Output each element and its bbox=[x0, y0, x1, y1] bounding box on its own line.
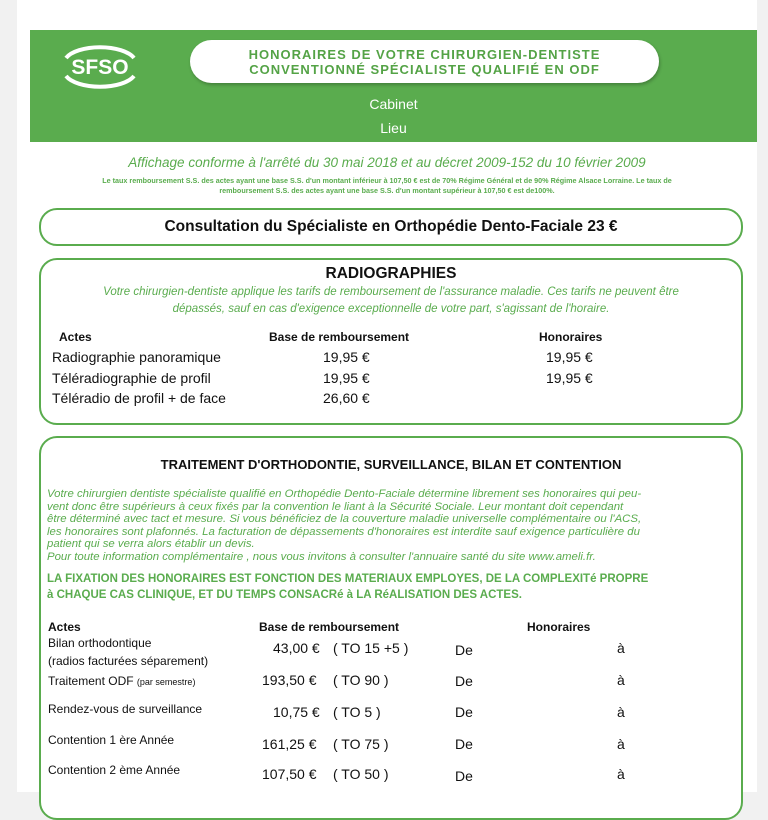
ortho-row-acte: Contention 2 ème Année bbox=[48, 763, 181, 777]
radio-row-honoraires: 19,95 € bbox=[546, 349, 593, 365]
ortho-row-de: De bbox=[455, 736, 473, 752]
col-base: Base de remboursement bbox=[259, 620, 400, 634]
ortho-row-acte: Bilan orthodontique bbox=[48, 636, 152, 650]
ortho-row-code: ( TO 15 +5 ) bbox=[333, 640, 409, 656]
note-line: Votre chirurgien dentiste spécialiste qualifié en Orthopédie Dento-Faciale détermine librement ses honoraires qui peu- bbox=[47, 488, 642, 500]
radio-row-acte: Radiographie panoramique bbox=[52, 349, 221, 365]
note-line: les honoraires sont plafonnés. La facturation de dépassements d'honoraires est interdite sauf exigence particulière du bbox=[47, 525, 640, 538]
radio-row-base: 26,60 € bbox=[323, 390, 370, 406]
lieu-label: Lieu bbox=[380, 120, 407, 136]
note-line: vent donc être supérieurs à ceux fixés par la convention le liant à la Sécurité Sociale. Leur montant doit cependant bbox=[47, 500, 624, 513]
orthodontie-section bbox=[39, 436, 743, 820]
ortho-row-sub: (par semestre) bbox=[136, 677, 196, 687]
caps-line: LA FIXATION DES HONORAIRES EST FONCTION DES MATERIAUX EMPLOYES, DE LA COMPLEXITé PROPRE bbox=[47, 573, 649, 585]
radio-row-base: 19,95 € bbox=[323, 349, 370, 365]
ortho-row-a: à bbox=[617, 766, 625, 782]
orthodontie-note bbox=[47, 488, 733, 563]
consultation-text: Consultation du Spécialiste en Orthopédie Dento-Faciale 23 € bbox=[164, 218, 618, 235]
ortho-row-base: 43,00 € bbox=[273, 640, 320, 656]
fee-schedule-page bbox=[17, 0, 757, 792]
header-banner bbox=[30, 30, 757, 142]
ortho-row-a: à bbox=[617, 640, 625, 656]
ortho-row-de: De bbox=[455, 768, 473, 784]
radio-row-base: 19,95 € bbox=[323, 370, 370, 386]
ortho-row-acte: Rendez-vous de surveillance bbox=[48, 702, 203, 716]
legal-notice: Affichage conforme à l'arrêté du 30 mai 2018 et au décret 2009-152 du 10 février 2009 bbox=[128, 155, 646, 170]
logo-text: SFSO bbox=[71, 56, 129, 79]
cabinet-label: Cabinet bbox=[369, 96, 418, 112]
title-line-2: CONVENTIONNÉ SPÉCIALISTE QUALIFIÉ EN ODF bbox=[249, 61, 600, 77]
ortho-row-code: ( TO 75 ) bbox=[333, 736, 389, 752]
title-line-1: HONORAIRES DE VOTRE CHIRURGIEN-DENTISTE bbox=[248, 46, 601, 62]
ortho-row-de: De bbox=[455, 704, 473, 720]
radiographies-title: RADIOGRAPHIES bbox=[325, 265, 457, 282]
note-line: être déterminé avec tact et mesure. Si vous bénéficiez de la couverture maladie universelle complémentaire ou l'ACS, bbox=[47, 513, 642, 525]
ortho-row-code: ( TO 50 ) bbox=[333, 766, 389, 782]
orthodontie-fee-notice bbox=[47, 572, 733, 603]
ortho-row-sub: (radios facturées séparement) bbox=[48, 654, 209, 668]
ortho-row-acte: Contention 1 ère Année bbox=[48, 733, 175, 747]
ortho-row-a: à bbox=[617, 672, 625, 688]
ortho-row-acte: Traitement ODF (par semestre) bbox=[48, 674, 196, 688]
radio-row-acte: Téléradio de profil + de face bbox=[52, 390, 226, 406]
ortho-row-a: à bbox=[617, 736, 625, 752]
ortho-row-base: 161,25 € bbox=[262, 736, 317, 752]
col-actes: Actes bbox=[59, 330, 92, 344]
ortho-row-base: 107,50 € bbox=[262, 766, 317, 782]
col-honoraires: Honoraires bbox=[527, 620, 591, 634]
reimbursement-rate-note: Le taux remboursement S.S. des actes ayant une base S.S. d'un montant inférieur à 107,50 € est de 70% Régime Général et de 90% Régime Alsace Lorraine. Le taux de remboursement S.S. des actes ayant une base S.S. d'un montant supérieur à 107,50 € est de100%. bbox=[102, 176, 672, 195]
radiographies-section bbox=[39, 258, 743, 425]
radio-row-honoraires: 19,95 € bbox=[546, 370, 593, 386]
ortho-row-code: ( TO 5 ) bbox=[333, 704, 381, 720]
note-line: Pour toute information complémentaire , nous vous invitons à consulter l'annuaire santé du site www.ameli.fr. bbox=[47, 550, 596, 563]
orthodontie-title: TRAITEMENT D'ORTHODONTIE, SURVEILLANCE, BILAN ET CONTENTION bbox=[160, 457, 622, 472]
caps-line: à CHAQUE CAS CLINIQUE, ET DU TEMPS CONSACRé à LA RéALISATION DES ACTES. bbox=[47, 588, 522, 601]
col-honoraires: Honoraires bbox=[539, 330, 603, 344]
radio-row-acte: Téléradiographie de profil bbox=[52, 370, 211, 386]
ortho-row-de: De bbox=[455, 673, 473, 689]
note-line: patient qui se verra alors établir un devis. bbox=[47, 538, 255, 550]
ortho-row-base: 193,50 € bbox=[262, 672, 317, 688]
consultation-box bbox=[39, 208, 743, 246]
ortho-row-a: à bbox=[617, 704, 625, 720]
radiographies-note: Votre chirurgien-dentiste applique les tarifs de remboursement de l'assurance maladie. Ces tarifs ne peuvent être dépassés, sauf en cas d'exigence exceptionnelle de votre part, s'agissant de l'horaire. bbox=[103, 286, 679, 315]
ortho-row-code: ( TO 90 ) bbox=[333, 672, 389, 688]
ortho-row-de: De bbox=[455, 642, 473, 658]
col-base: Base de remboursement bbox=[269, 330, 410, 344]
ortho-row-base: 10,75 € bbox=[273, 704, 320, 720]
col-actes: Actes bbox=[48, 620, 81, 634]
sfso-logo bbox=[58, 38, 142, 94]
header-title bbox=[190, 40, 659, 83]
